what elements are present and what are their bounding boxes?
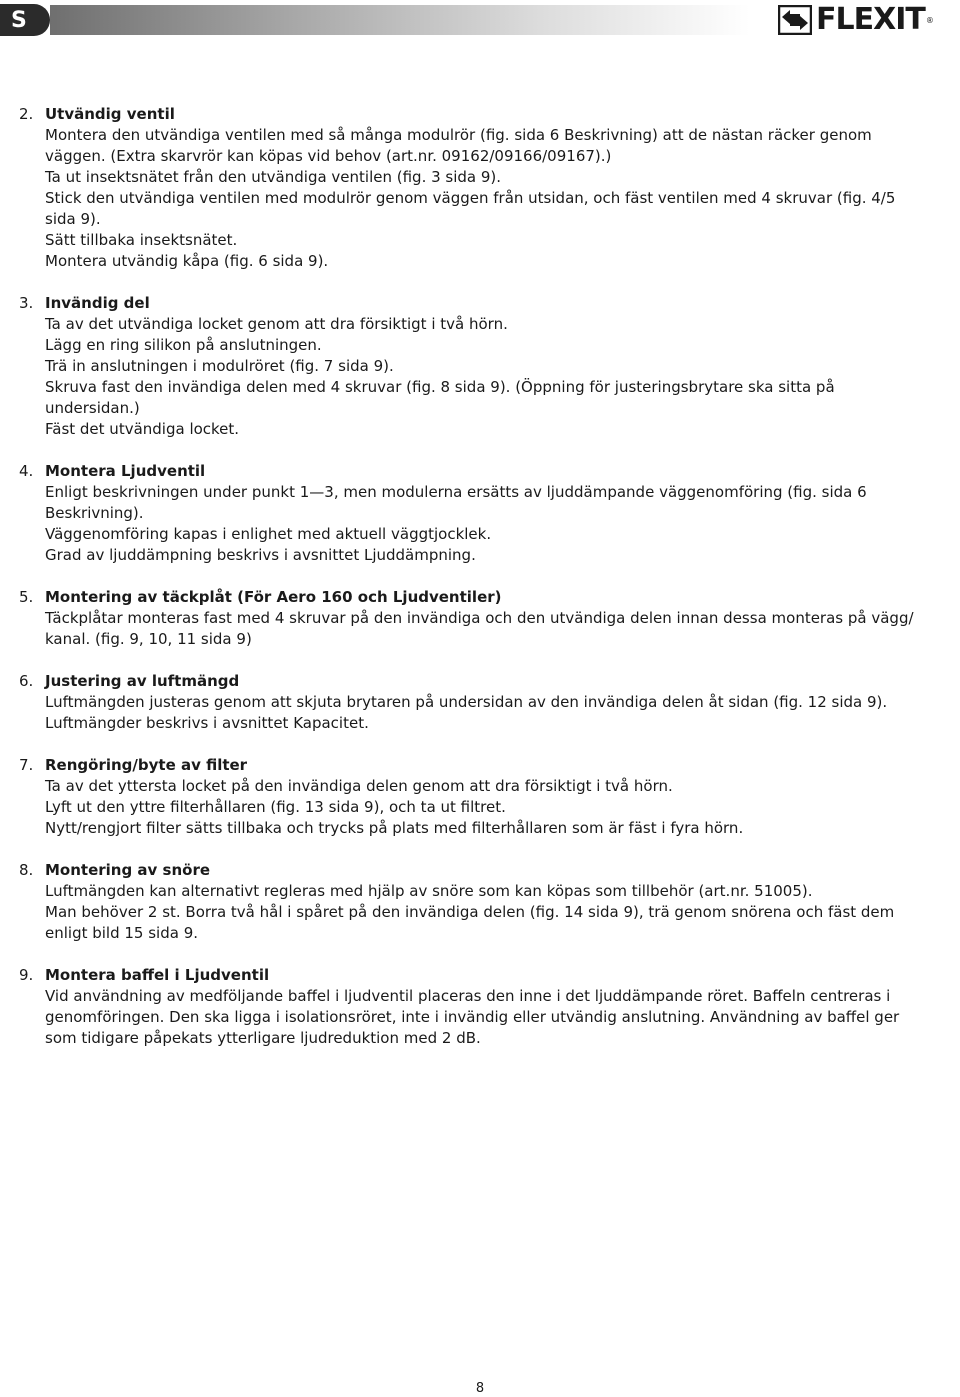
section-text-line: som tidigare påpekats ytterligare ljudreduktion med 2 dB.: [45, 1029, 481, 1047]
logo-registered-mark: ®: [925, 15, 934, 25]
instruction-section: [0, 293, 960, 440]
section-text-line: Man behöver 2 st. Borra två hål i spåret på den invändiga delen (fig. 14 sida 9), trä genom snörena och fäst dem: [45, 903, 895, 921]
section-text-line: Väggenomföring kapas i enlighet med aktuell väggtjocklek.: [45, 525, 492, 543]
section-body: [45, 755, 960, 839]
section-title: Montera baffel i Ljudventil: [45, 966, 270, 984]
instruction-section: [0, 587, 960, 650]
section-text-line: undersidan.): [45, 399, 140, 417]
section-text-line: Skruva fast den invändiga delen med 4 skruvar (fig. 8 sida 9). (Öppning för justeringsbrytare ska sitta på: [45, 378, 835, 396]
section-body: [45, 104, 960, 272]
section-body: [45, 587, 960, 650]
section-number: 4.: [19, 462, 34, 480]
section-text-line: Lyft ut den yttre filterhållaren (fig. 13 sida 9), och ta ut filtret.: [45, 798, 506, 816]
section-text-line: Ta av det utvändiga locket genom att dra försiktigt i två hörn.: [45, 315, 508, 333]
instruction-section: [0, 104, 960, 272]
section-body: [45, 671, 960, 734]
section-text-line: Stick den utvändiga ventilen med modulrör genom väggen från utsidan, och fäst ventilen med 4 skruvar (fig. 4/5: [45, 189, 896, 207]
header-gradient-bar: [50, 5, 750, 35]
section-title: Justering av luftmängd: [45, 672, 240, 690]
section-text-line: kanal. (fig. 9, 10, 11 sida 9): [45, 630, 252, 648]
section-text-line: Täckplåtar monteras fast med 4 skruvar på den invändiga och den utvändiga delen innan dessa monteras på vägg/: [45, 609, 914, 627]
section-text-line: sida 9).: [45, 210, 101, 228]
section-text-line: Ta ut insektsnätet från den utvändiga ventilen (fig. 3 sida 9).: [45, 168, 502, 186]
section-text-line: enligt bild 15 sida 9.: [45, 924, 199, 942]
logo-text: FLEXIT: [816, 2, 925, 37]
section-title: Montering av täckplåt (För Aero 160 och Ljudventiler): [45, 588, 502, 606]
section-title: Montera Ljudventil: [45, 462, 206, 480]
section-title: Invändig del: [45, 294, 150, 312]
section-text-line: Trä in anslutningen i modulröret (fig. 7 sida 9).: [45, 357, 394, 375]
section-text-line: Nytt/rengjort filter sätts tillbaka och trycks på plats med filterhållaren som är fäst i fyra hörn.: [45, 819, 744, 837]
section-number: 2.: [19, 105, 34, 123]
section-text-line: väggen. (Extra skarvrör kan köpas vid behov (art.nr. 09162/09166/09167).): [45, 147, 612, 165]
section-text-line: Luftmängden justeras genom att skjuta brytaren på undersidan av den invändiga delen åt sidan (fig. 12 sida 9).: [45, 693, 888, 711]
instruction-section: [0, 965, 960, 1049]
section-text-line: Sätt tillbaka insektsnätet.: [45, 231, 238, 249]
section-title: Utvändig ventil: [45, 105, 175, 123]
section-text-line: genomföringen. Den ska ligga i isolationsröret, inte i invändig eller utvändig anslutning. Användning av baffel ger: [45, 1008, 900, 1026]
section-text-line: Luftmängder beskrivs i avsnittet Kapacitet.: [45, 714, 369, 732]
section-number: 7.: [19, 756, 34, 774]
section-text-line: Vid användning av medföljande baffel i ljudventil placeras den inne i det ljuddämpande röret. Baffeln centreras i: [45, 987, 891, 1005]
instruction-section: [0, 755, 960, 839]
instruction-section: [0, 860, 960, 944]
section-number: 6.: [19, 672, 34, 690]
section-body: [45, 461, 960, 566]
section-number: 8.: [19, 861, 34, 879]
flexit-logo: [778, 3, 958, 37]
section-body: [45, 965, 960, 1049]
instruction-section: [0, 461, 960, 566]
section-text-line: Luftmängden kan alternativt regleras med hjälp av snöre som kan köpas som tillbehör (art.nr. 51005).: [45, 882, 813, 900]
page-header: [0, 0, 960, 40]
section-title: Montering av snöre: [45, 861, 211, 879]
language-badge: [0, 4, 50, 36]
instruction-list: [0, 104, 960, 1070]
flexit-arrows-icon: [778, 5, 812, 35]
page-number: 8: [475, 1381, 485, 1396]
section-number: 5.: [19, 588, 34, 606]
section-text-line: Ta av det yttersta locket på den invändiga delen genom att dra försiktigt i två hörn.: [45, 777, 673, 795]
section-body: [45, 293, 960, 440]
section-title: Rengöring/byte av filter: [45, 756, 248, 774]
section-text-line: Beskrivning).: [45, 504, 144, 522]
section-number: 9.: [19, 966, 34, 984]
section-text-line: Montera den utvändiga ventilen med så många modulrör (fig. sida 6 Beskrivning) att de nästan räcker genom: [45, 126, 872, 144]
section-text-line: Fäst det utvändiga locket.: [45, 420, 240, 438]
section-text-line: Enligt beskrivningen under punkt 1—3, men modulerna ersätts av ljuddämpande väggenomföring (fig. sida 6: [45, 483, 867, 501]
section-number: 3.: [19, 294, 34, 312]
section-body: [45, 860, 960, 944]
section-text-line: Grad av ljuddämpning beskrivs i avsnittet Ljuddämpning.: [45, 546, 476, 564]
section-text-line: Lägg en ring silikon på anslutningen.: [45, 336, 322, 354]
instruction-section: [0, 671, 960, 734]
language-badge-label: S: [11, 7, 27, 33]
section-text-line: Montera utvändig kåpa (fig. 6 sida 9).: [45, 252, 329, 270]
